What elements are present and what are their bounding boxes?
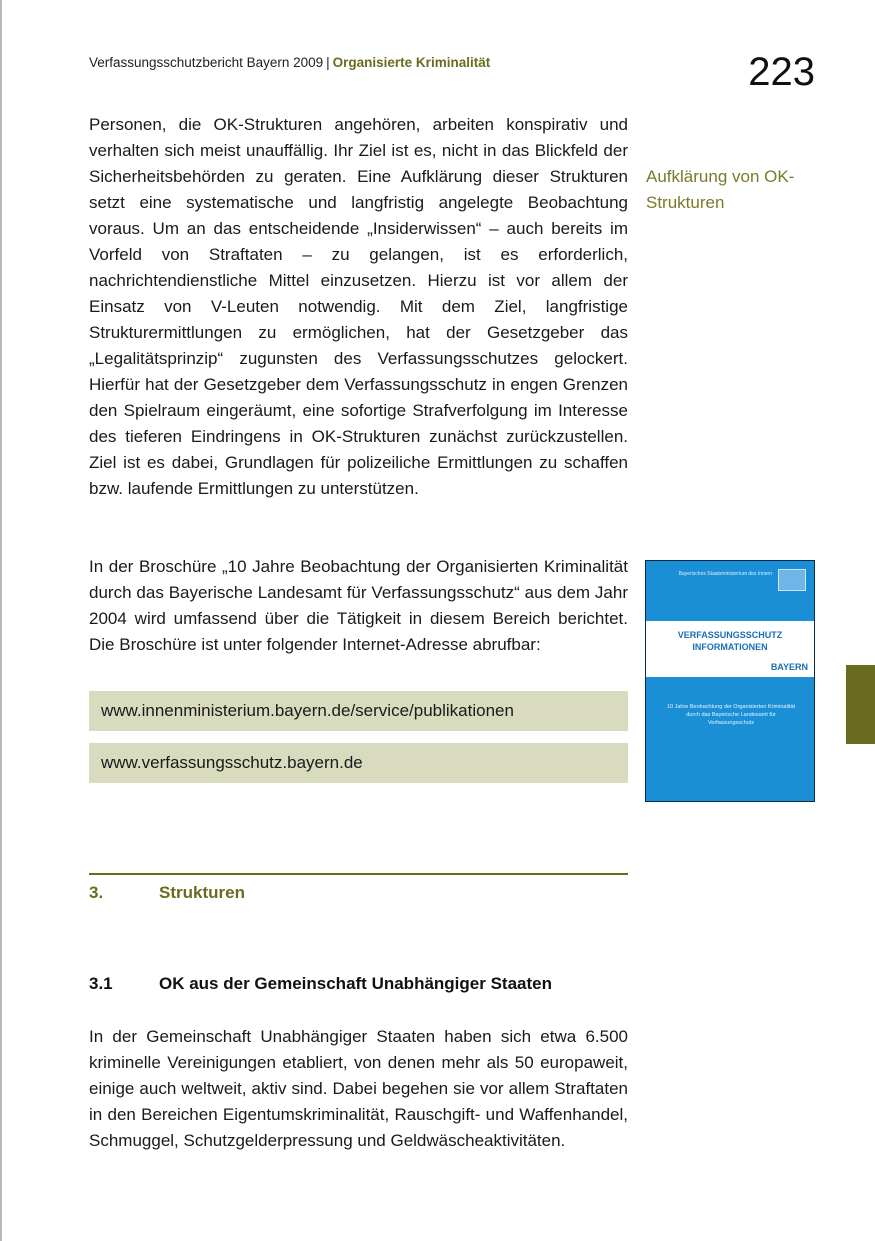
bavarian-crest-icon — [778, 569, 806, 591]
link-ministry-publications[interactable]: www.innenministerium.bayern.de/service/publikationen — [89, 691, 628, 731]
cover-title-line: BAYERN — [770, 662, 808, 672]
section-number: 3. — [89, 883, 104, 902]
cover-ministry-text: Bayerisches Staatsministerium des Innern — [678, 571, 772, 577]
chapter-title: Organisierte Kriminalität — [332, 55, 491, 70]
report-title: Verfassungsschutzbericht Bayern 2009 — [89, 55, 324, 70]
brochure-cover-image — [645, 560, 815, 802]
running-header — [89, 55, 490, 70]
cover-subtitle: 10 Jahre Beobachtung der Organisierten Kriminalität durch das Bayerische Landesamt für Verfassungsschutz — [666, 704, 796, 726]
body-paragraph: In der Gemeinschaft Unabhängiger Staaten haben sich etwa 6.500 kriminelle Vereinigungen etabliert, von denen mehr als 50 europaweit, einige auch weltweit, aktiv sind. Dabei begehen sie vor allem Straftaten in den Bereichen Eigentumskriminalität, Rauschgift- und Waffenhandel, Schmuggel, Schutzgelderpressung und Geldwäscheaktivitäten. — [89, 1027, 628, 1150]
chapter-tab-marker — [846, 665, 875, 744]
section-divider — [89, 873, 628, 875]
subsection-title: OK aus der Gemeinschaft Unabhängiger Staaten — [159, 974, 552, 993]
link-verfassungsschutz-site[interactable]: www.verfassungsschutz.bayern.de — [89, 743, 628, 783]
body-paragraph: In der Broschüre „10 Jahre Beobachtung der Organisierten Kriminalität durch das Bayerische Landesamt für Verfassungsschutz“ aus dem Jahr 2004 wird umfassend über die Tätigkeit in diesem Bereich berichtet. Die Broschüre ist unter folgender Internet-Adresse abrufbar: — [89, 557, 628, 654]
header-separator: | — [326, 55, 330, 70]
page-number: 223 — [748, 50, 815, 94]
subsection-heading — [89, 974, 552, 994]
body-paragraph: Personen, die OK-Strukturen angehören, arbeiten konspirativ und verhalten sich meist unauffällig. Ihr Ziel ist es, nicht in das Blickfeld der Sicherheitsbehörden zu geraten. Eine Aufklärung dieser Strukturen setzt eine systematische und langfristig angelegte Beobachtung voraus. Um an das entscheidende „Insiderwissen“ – auch bereits im Vorfeld von Straftaten – zu gelangen, ist es erforderlich, nachrichtendienstliche Mittel einzusetzen. Hierzu ist vor allem der Einsatz von V-Leuten notwendig. Mit dem Ziel, langfristige Strukturermittlungen zu ermöglichen, hat der Gesetzgeber das „Legalitätsprinzip“ zugunsten des Verfassungsschutzes gelockert. Hierfür hat der Gesetzgeber dem Verfassungsschutz in engen Grenzen den Spielraum eingeräumt, eine sofortige Strafverfolgung im Interesse des tieferen Eindringens in OK-Strukturen zunächst zurückzustellen. Ziel ist es dabei, Grundlagen für polizeiliche Ermittlungen zu schaffen bzw. laufende Ermittlungen zu unterstützen. — [89, 115, 628, 498]
margin-note: Aufklärung von OK-Strukturen — [646, 167, 795, 212]
cover-title-line: VERFASSUNGSSCHUTZ — [677, 630, 783, 640]
subsection-number: 3.1 — [89, 974, 113, 993]
page-edge-rule — [0, 0, 2, 1241]
section-heading — [89, 883, 245, 903]
section-title: Strukturen — [159, 883, 245, 902]
cover-title-line: INFORMATIONEN — [692, 642, 768, 652]
